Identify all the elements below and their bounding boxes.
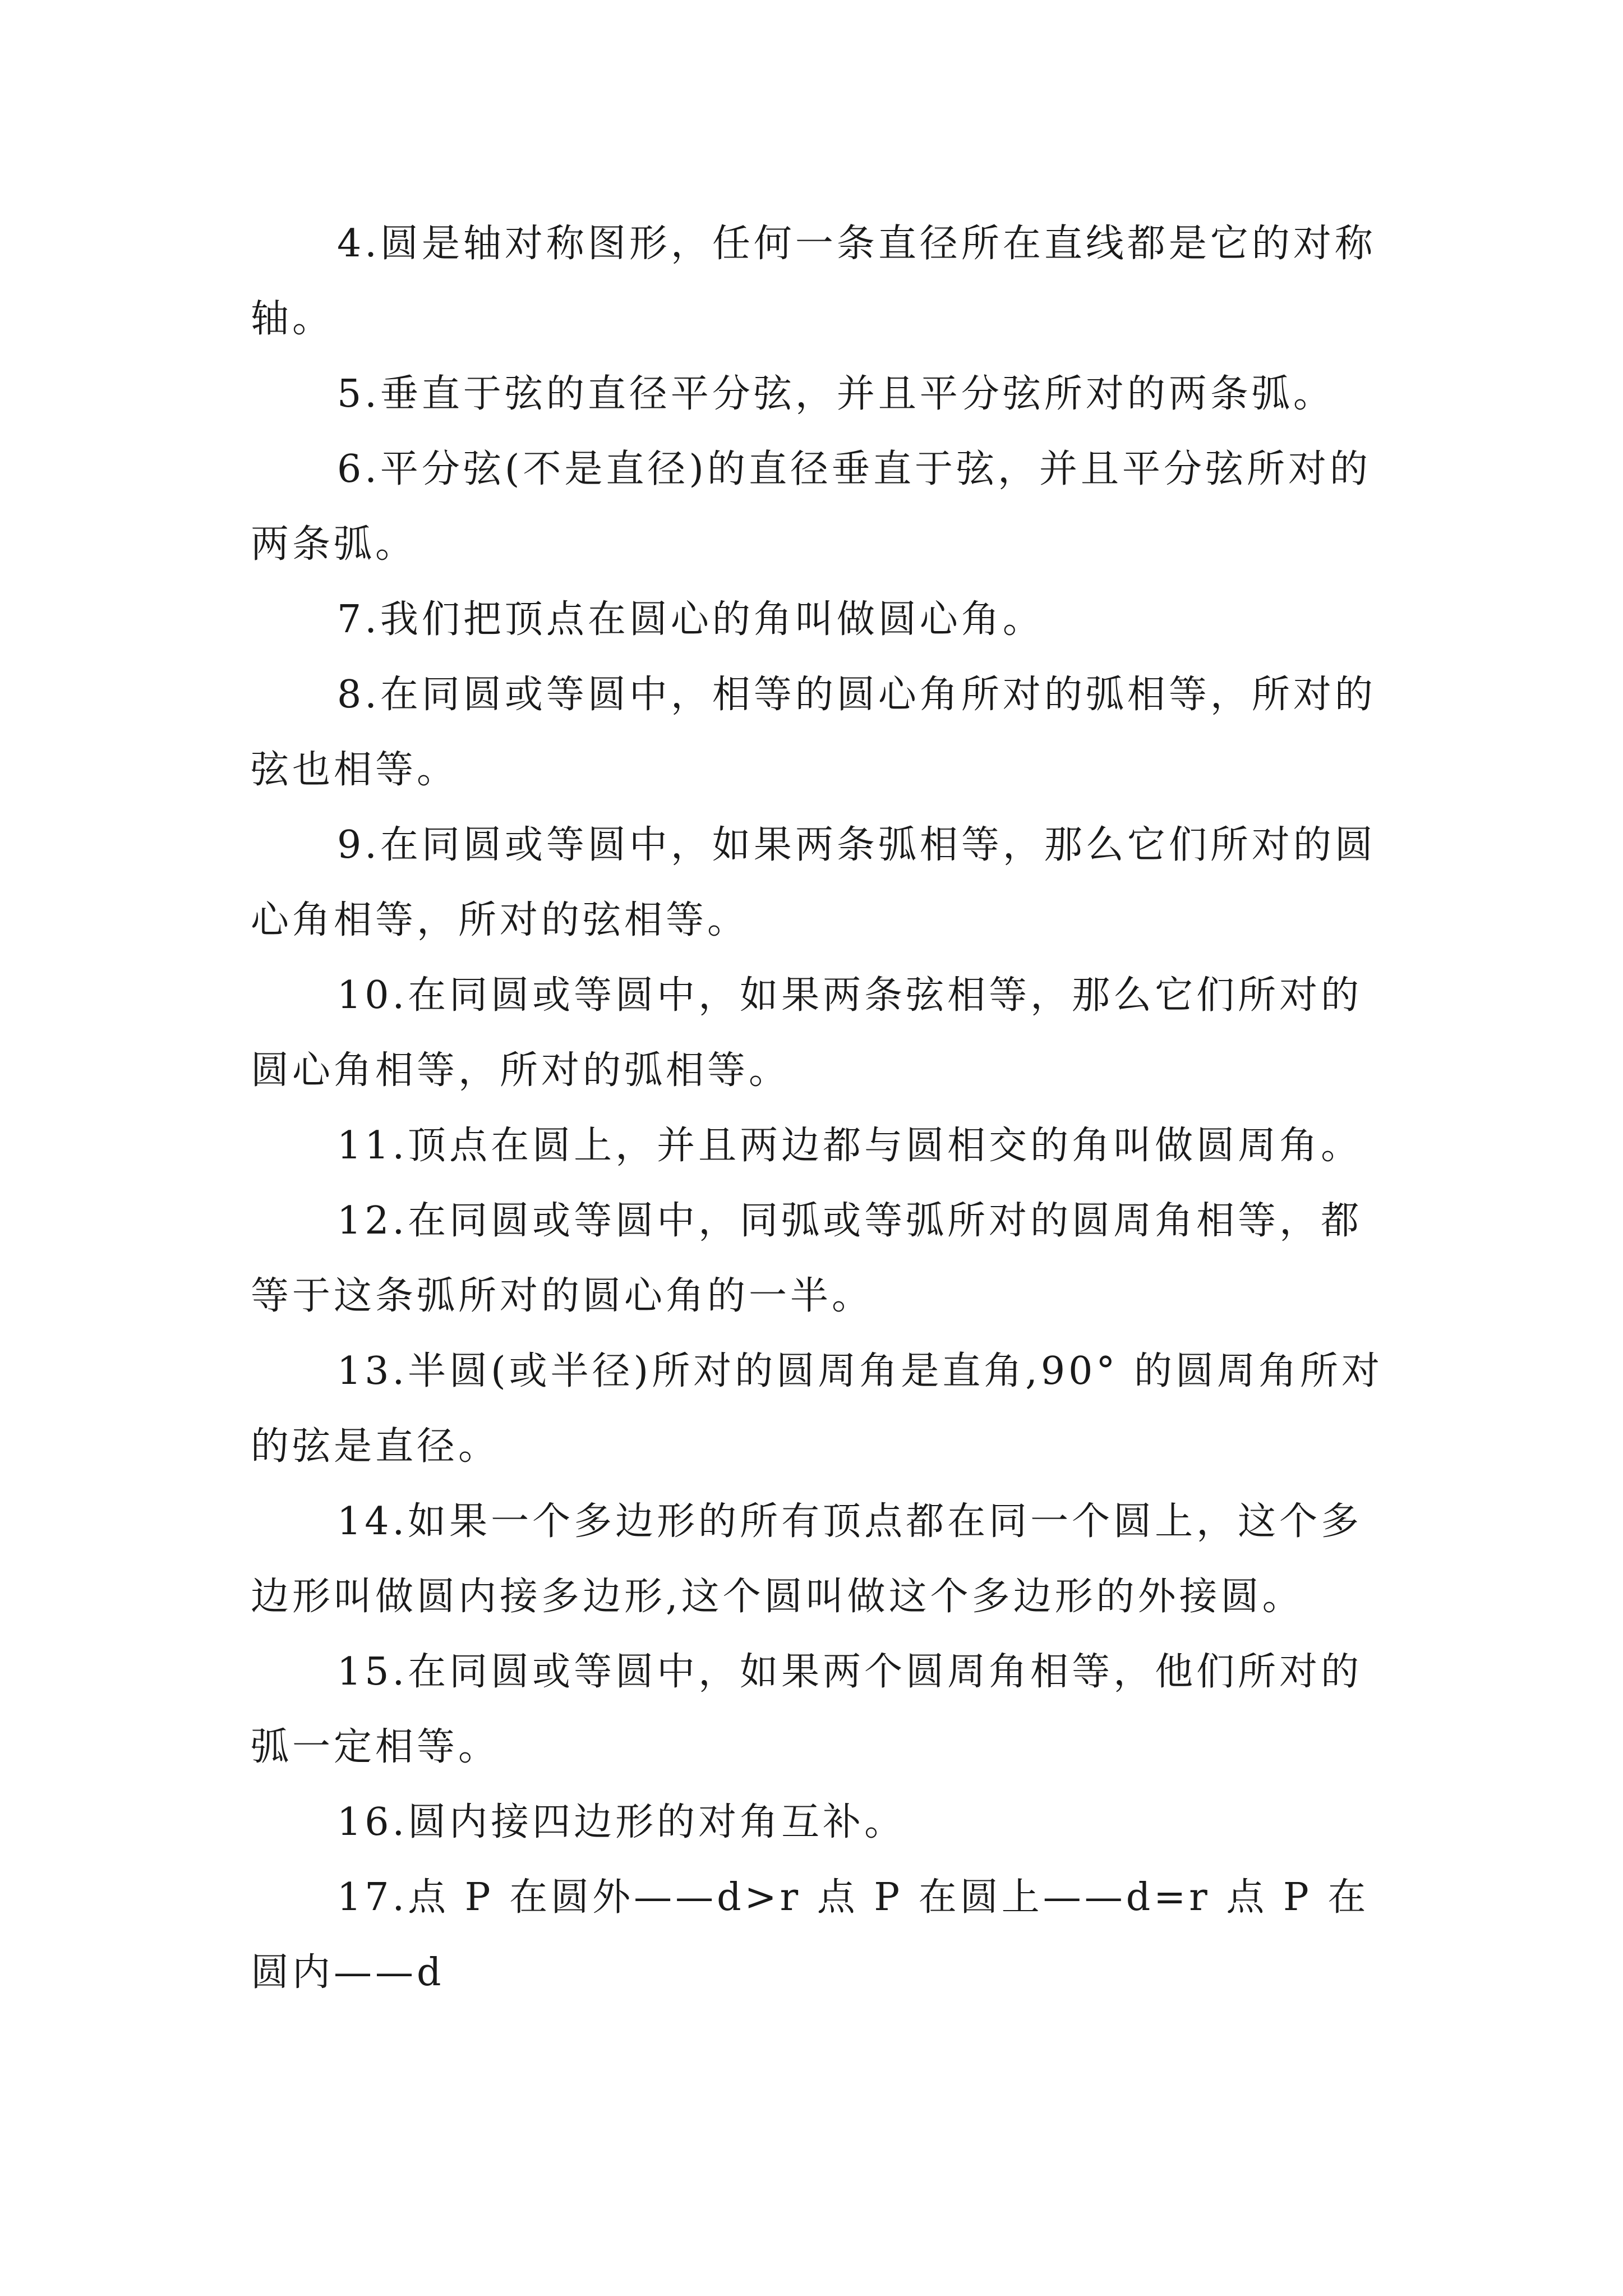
paragraph-item-14: 14.如果一个多边形的所有顶点都在同一个圆上，这个多边形叫做圆内接多边形,这个圆叫做这个多边形的外接圆。: [251, 1499, 1363, 1619]
paragraph-item-9: 9.在同圆或等圆中，如果两条弧相等，那么它们所对的圆心角相等，所对的弦相等。: [251, 823, 1376, 942]
paragraph-item-16: 16.圆内接四边形的对角互补。: [337, 1800, 906, 1844]
document-body: [251, 206, 1395, 2010]
paragraph-item-7: 7.我们把顶点在圆心的角叫做圆心角。: [337, 597, 1044, 642]
paragraph-item-5: 5.垂直于弦的直径平分弦，并且平分弦所对的两条弧。: [337, 372, 1335, 416]
paragraph-item-10: 10.在同圆或等圆中，如果两条弦相等，那么它们所对的圆心角相等，所对的弧相等。: [251, 973, 1363, 1093]
paragraph-item-13: 13.半圆(或半径)所对的圆周角是直角,90° 的圆周角所对的弦是直径。: [251, 1349, 1383, 1469]
paragraph-item-17: 17.点 P 在圆外——d>r 点 P 在圆上——d=r 点 P 在圆内——d: [251, 1875, 1370, 1995]
paragraph-item-12: 12.在同圆或等圆中，同弧或等弧所对的圆周角相等，都等于这条弧所对的圆心角的一半。: [251, 1199, 1363, 1318]
paragraph-item-15: 15.在同圆或等圆中，如果两个圆周角相等，他们所对的弧一定相等。: [251, 1650, 1363, 1769]
paragraph-item-8: 8.在同圆或等圆中，相等的圆心角所对的弧相等，所对的弦也相等。: [251, 673, 1376, 792]
paragraph-item-4: 4.圆是轴对称图形，任何一条直径所在直线都是它的对称轴。: [251, 222, 1376, 341]
paragraph-item-11: 11.顶点在圆上，并且两边都与圆相交的角叫做圆周角。: [337, 1124, 1363, 1168]
paragraph-item-6: 6.平分弦(不是直径)的直径垂直于弦，并且平分弦所对的两条弧。: [251, 447, 1371, 567]
